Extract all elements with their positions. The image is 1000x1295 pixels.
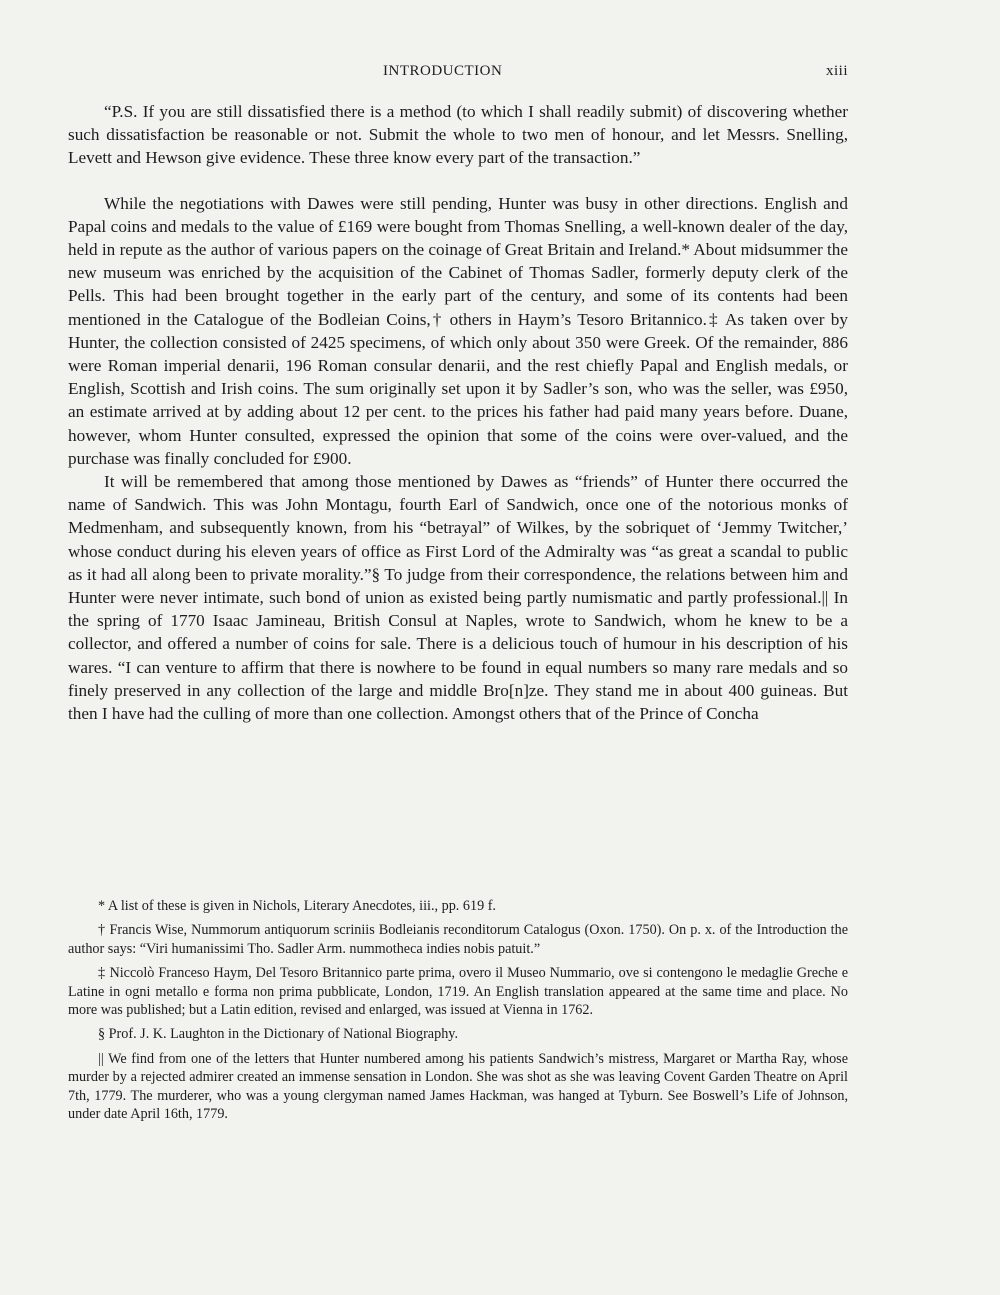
running-title: INTRODUCTION — [383, 63, 503, 79]
paragraph-negotiations: While the negotiations with Dawes were still pending, Hunter was busy in other directions. English and Papal coins and medals to the value of £169 were bought from Thomas Snelling, a well-known dealer of the day, held in repute as the author of various papers on the coinage of Great Britain and Ireland.* About midsummer the new museum was enriched by the acquisition of the Cabinet of Thomas Sadler, formerly deputy clerk of the Pells. This had been brought together in the early part of the century, and some of its contents had been mentioned in the Catalogue of the Bodleian Coins,† others in Haym’s Tesoro Britannico.‡ As taken over by Hunter, the collection consisted of 2425 specimens, of which only about 350 were Greek. Of the remainder, 886 were Roman imperial denarii, 196 Roman consular denarii, and the rest chiefly Papal and English medals, or English, Scottish and Irish coins. The sum originally set upon it by Sadler’s son, who was the seller, was £950, an estimate arrived at by adding about 12 per cent. to the prices his father had paid many years before. Duane, however, whom Hunter consulted, expressed the opinion that some of the coins were over-valued, and the purchase was finally concluded for £900. — [68, 193, 848, 468]
main-text — [68, 100, 848, 725]
paragraph-ps-quote: “P.S. If you are still dissatisfied there is a method (to which I shall readily submit) of discovering whether such dissatisfaction be reasonable or not. Submit the whole to two men of honour, and let Messrs. Snelling, Levett and Hewson give evidence. These three know every part of the transaction.” — [68, 102, 848, 168]
footnote-asterisk: * A list of these is given in Nichols, Literary Anecdotes, iii., pp. 619 f. — [98, 898, 496, 914]
footnote-double-dagger: ‡ Niccolò Franceso Haym, Del Tesoro Britannico parte prima, overo il Museo Nummario, ove si contengono le medaglie Greche e Latine in ogni metallo e forma non prima pubblicate, London, 1719. An English translation appeared at the same time and place. No more was published; but a Latin edition, revised and enlarged, was issued at Vienna in 1762. — [68, 965, 848, 1019]
footnote-parallel: || We find from one of the letters that Hunter numbered among his patients Sandwich’s mistress, Margaret or Martha Ray, whose murder by a rejected admirer created an immense sensation in London. She was shot as she was leaving Covent Garden Theatre on April 7th, 1779. The murderer, who was a young clergyman named James Hackman, was hanged at Tyburn. See Boswell’s Life of Johnson, under date April 16th, 1779. — [68, 1050, 848, 1123]
footnote-dagger: † Francis Wise, Nummorum antiquorum scriniis Bodleianis reconditorum Catalogus (Oxon. 1750). On p. x. of the Introduction the author says: “Viri humanissimi Tho. Sadler Arm. nummotheca indies nobis patuit.” — [68, 922, 848, 957]
page-number: xiii — [825, 63, 848, 79]
footnotes — [68, 897, 848, 1129]
footnote-section: § Prof. J. K. Laughton in the Dictionary of National Biography. — [98, 1026, 459, 1043]
paragraph-sandwich: It will be remembered that among those mentioned by Dawes as “friends” of Hunter there occurred the name of Sandwich. This was John Montagu, fourth Earl of Sandwich, once one of the notorious monks of Medmenham, and subsequently known, from his “betrayal” of Wilkes, by the sobriquet of ‘Jemmy Twitcher,’ whose conduct during his eleven years of office as First Lord of the Admiralty was “as great a scandal to public as it had all along been to private morality.”§ To judge from their correspondence, the relations between him and Hunter were never intimate, such bond of union as existed being partly numismatic and partly professional.|| In the spring of 1770 Isaac Jamineau, British Consul at Naples, wrote to Sandwich, whom he knew to be a collector, and offered a number of coins for sale. There is a delicious touch of humour in his description of his wares. “I can venture to affirm that there is nowhere to be found in equal numbers so many rare medals and so finely preserved in any collection of the large and middle Bro[n]ze. They stand me in about 400 guineas. But then I have had the culling of more than one collection. Amongst others that of the Prince of Concha — [68, 472, 848, 724]
